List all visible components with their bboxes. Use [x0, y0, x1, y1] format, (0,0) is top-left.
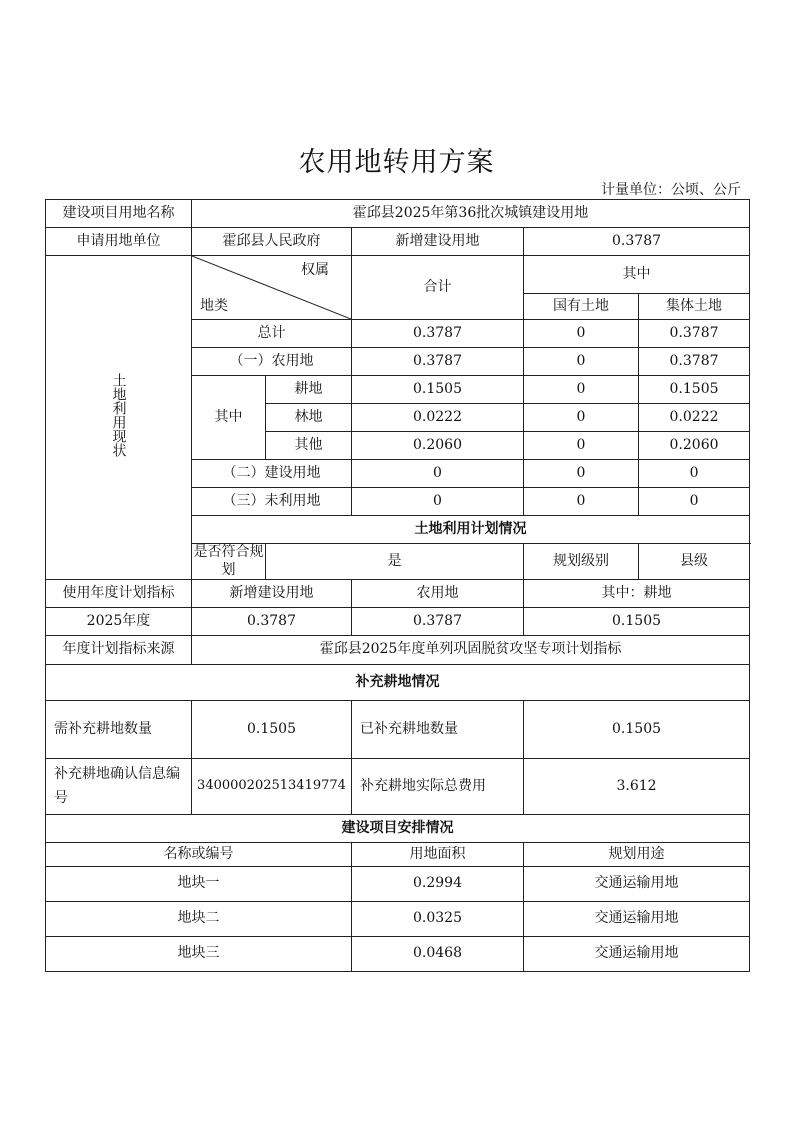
land-row-label: （三）未利用地: [192, 488, 352, 516]
land-row-total: 0.0222: [352, 404, 524, 432]
farmland-section-row: [46, 665, 750, 701]
land-row-collective: 0: [639, 488, 750, 516]
arrangement-section-row: [46, 815, 750, 843]
project-name-value: 霍邱县2025年第36批次城镇建设用地: [192, 200, 750, 228]
project-name-row: [46, 200, 750, 228]
plan-section-title: 土地利用计划情况: [192, 516, 750, 544]
state-land-header: 国有土地: [524, 294, 639, 320]
land-row-total: 0: [352, 460, 524, 488]
land-use-header-row: [46, 256, 750, 294]
land-row-state: 0: [524, 348, 639, 376]
parcel-name: 地块三: [46, 937, 352, 972]
diag-ownership-label: 权属: [301, 262, 329, 278]
land-row-label: （一）农用地: [192, 348, 352, 376]
parcel-use: 交通运输用地: [524, 867, 750, 902]
farmland-quantity-row: [46, 701, 750, 759]
among-sub-label: 其中: [192, 376, 266, 460]
year-col1: 0.3787: [192, 608, 352, 636]
confirm-value: 340000202513419774: [192, 759, 352, 815]
land-row-state: 0: [524, 320, 639, 348]
among-header: 其中: [524, 256, 750, 294]
arrangement-row: [46, 937, 750, 972]
applicant-row: [46, 228, 750, 256]
source-label: 年度计划指标来源: [46, 636, 192, 665]
cost-value: 3.612: [524, 759, 750, 815]
parcel-use: 交通运输用地: [524, 937, 750, 972]
year-col2: 0.3787: [352, 608, 524, 636]
annual-col1: 新增建设用地: [192, 580, 352, 608]
conform-label: 是否符合规划: [193, 544, 264, 578]
source-row: [46, 636, 750, 665]
level-value: 县级: [639, 544, 750, 580]
land-row-total: 0.2060: [352, 432, 524, 460]
year-col3: 0.1505: [524, 608, 750, 636]
col-name-header: 名称或编号: [46, 843, 352, 867]
farmland-confirm-row: [46, 759, 750, 815]
source-value: 霍邱县2025年度单列巩固脱贫攻坚专项计划指标: [192, 636, 750, 665]
annual-index-row: [46, 580, 750, 608]
land-row-collective: 0: [639, 460, 750, 488]
arrangement-row: [46, 867, 750, 902]
land-row-label: 耕地: [266, 376, 352, 404]
page-title: 农用地转用方案: [298, 147, 495, 178]
parcel-name: 地块一: [46, 867, 352, 902]
land-row-state: 0: [524, 432, 639, 460]
annual-label: 使用年度计划指标: [46, 580, 192, 608]
arrangement-row: [46, 902, 750, 937]
col-area-header: 用地面积: [352, 843, 524, 867]
level-label: 规划级别: [524, 544, 639, 580]
land-row-label: 总计: [192, 320, 352, 348]
parcel-area: 0.2994: [352, 867, 524, 902]
parcel-use: 交通运输用地: [524, 902, 750, 937]
land-row-total: 0: [352, 488, 524, 516]
need-value: 0.1505: [192, 701, 352, 759]
land-row-label: 其他: [266, 432, 352, 460]
annual-col3: 其中：耕地: [524, 580, 750, 608]
land-row-collective: 0.1505: [639, 376, 750, 404]
parcel-area: 0.0468: [352, 937, 524, 972]
total-header: 合计: [352, 256, 524, 320]
new-land-value: 0.3787: [524, 228, 750, 256]
land-row-state: 0: [524, 460, 639, 488]
land-row-state: 0: [524, 488, 639, 516]
cost-label: 补充耕地实际总费用: [352, 759, 524, 815]
diag-landtype-label: 地类: [200, 297, 228, 314]
need-label: 需补充耕地数量: [46, 701, 192, 759]
done-value: 0.1505: [524, 701, 750, 759]
year-label: 2025年度: [46, 608, 192, 636]
land-use-side-label: 土地利用现状: [46, 256, 192, 580]
done-label: 已补充耕地数量: [352, 701, 524, 759]
land-row-collective: 0.2060: [639, 432, 750, 460]
land-row-collective: 0.3787: [639, 320, 750, 348]
new-land-label: 新增建设用地: [352, 228, 524, 256]
land-row-label: 林地: [266, 404, 352, 432]
land-row-total: 0.1505: [352, 376, 524, 404]
parcel-area: 0.0325: [352, 902, 524, 937]
conform-value: 是: [266, 544, 524, 580]
conversion-table: [45, 199, 750, 972]
land-row-state: 0: [524, 404, 639, 432]
parcel-name: 地块二: [46, 902, 352, 937]
applicant-label: 申请用地单位: [46, 228, 192, 256]
land-row-collective: 0.0222: [639, 404, 750, 432]
project-name-label: 建设项目用地名称: [46, 200, 192, 228]
unit-note: 计量单位：公顷、公斤: [601, 182, 741, 198]
land-row-collective: 0.3787: [639, 348, 750, 376]
land-row-total: 0.3787: [352, 320, 524, 348]
land-row-label: （二）建设用地: [192, 460, 352, 488]
land-row-total: 0.3787: [352, 348, 524, 376]
confirm-label: 补充耕地确认信息编号: [46, 759, 192, 815]
annual-col2: 农用地: [352, 580, 524, 608]
land-row-state: 0: [524, 376, 639, 404]
col-use-header: 规划用途: [524, 843, 750, 867]
farmland-section-title: 补充耕地情况: [46, 665, 750, 701]
arrangement-section-title: 建设项目安排情况: [46, 815, 750, 843]
applicant-value: 霍邱县人民政府: [192, 228, 352, 256]
year-row: [46, 608, 750, 636]
collective-land-header: 集体土地: [639, 294, 750, 320]
diagonal-header-cell: [192, 256, 352, 320]
arrangement-header-row: [46, 843, 750, 867]
